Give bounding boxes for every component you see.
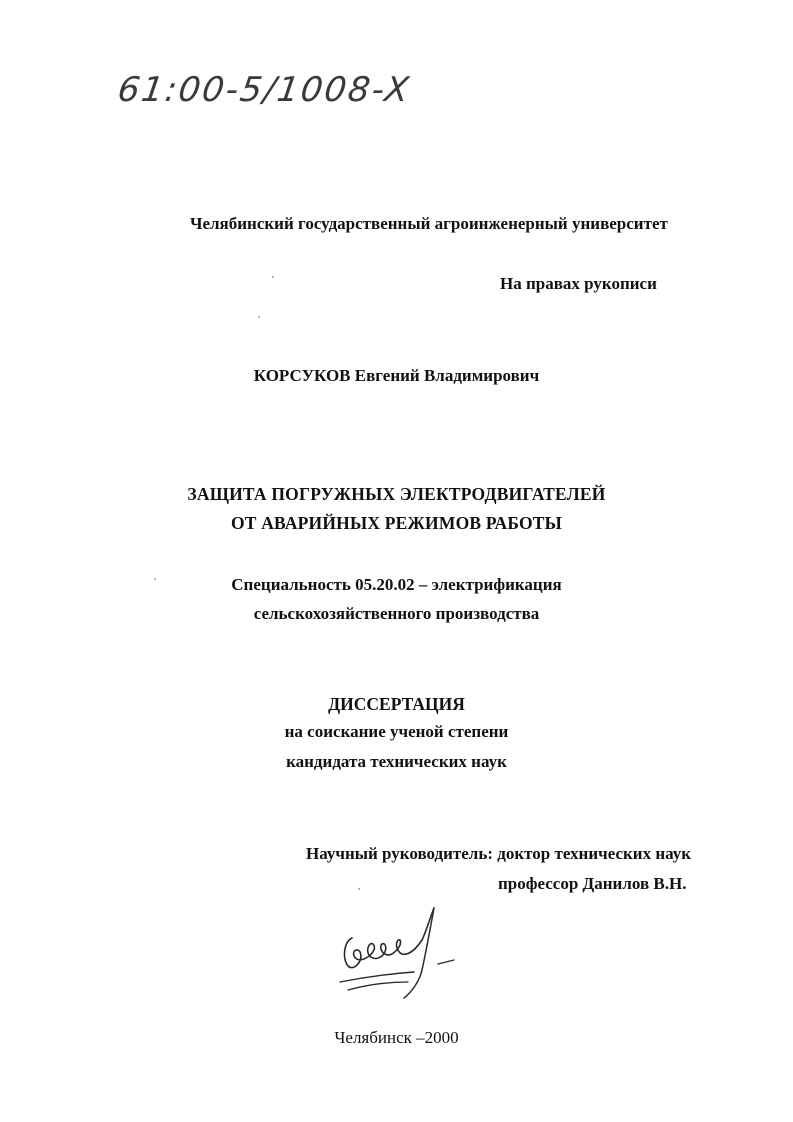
scan-speck — [258, 316, 260, 318]
author-name: КОРСУКОВ Евгений Владимирович — [253, 366, 540, 385]
archive-number-handwritten: 61:00-5/1008-X — [115, 70, 414, 110]
thesis-title-line-2: ОТ АВАРИЙНЫХ РЕЖИМОВ РАБОТЫ — [230, 513, 563, 533]
city-year: Челябинск –2000 — [334, 1028, 459, 1047]
university-name: Челябинский государственный агроинженерный университет — [190, 214, 668, 233]
manuscript-rights-note: На правах рукописи — [500, 274, 657, 293]
dissertation-degree-line-2: кандидата технических наук — [286, 752, 507, 771]
scan-speck — [154, 578, 156, 580]
specialty-line-2: сельскохозяйственного производства — [253, 604, 540, 623]
advisor-line-2: профессор Данилов В.Н. — [498, 874, 687, 893]
scan-speck — [272, 276, 274, 278]
dissertation-heading: ДИССЕРТАЦИЯ — [328, 694, 465, 714]
advisor-line-1: Научный руководитель: доктор технических наук — [306, 844, 692, 863]
specialty-line-1: Специальность 05.20.02 – электрификация — [231, 575, 562, 594]
scan-speck — [358, 888, 360, 890]
dissertation-degree-line-1: на соискание ученой степени — [284, 722, 509, 741]
signature — [330, 900, 470, 1010]
thesis-title-line-1: ЗАЩИТА ПОГРУЖНЫХ ЭЛЕКТРОДВИГАТЕЛЕЙ — [187, 484, 606, 504]
